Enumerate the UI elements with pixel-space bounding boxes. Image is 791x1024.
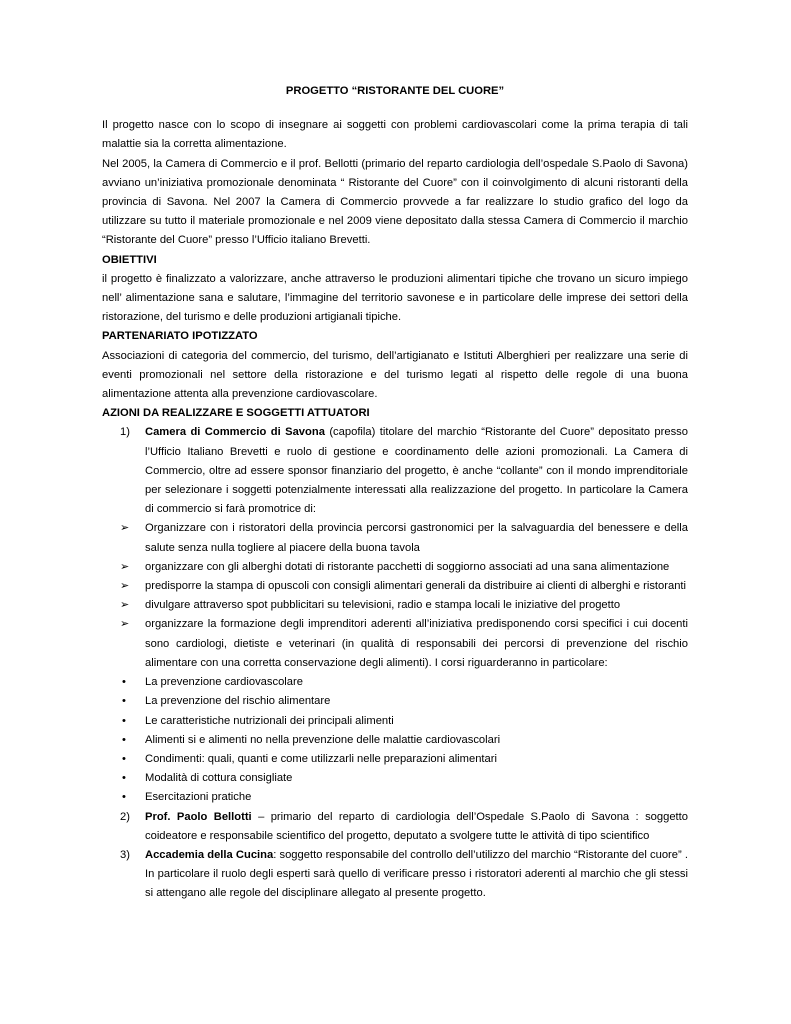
arrow-bullet-icon: ➢	[120, 560, 130, 573]
dot-item-text: La prevenzione cardiovascolare	[145, 676, 303, 689]
dot-bullet-icon: •	[122, 695, 126, 708]
item-number: 3)	[120, 848, 130, 861]
item-number: 1)	[120, 426, 130, 439]
arrow-bullet-icon: ➢	[120, 522, 130, 535]
arrow-item	[102, 596, 688, 615]
dot-bullet-icon: •	[122, 714, 126, 727]
item-text: (capofila) titolare del marchio “Ristorante del Cuore” depositato presso l’Ufficio Italiano Brevetti e ruolo di gestione e coordinamento delle azioni promozionali. La Camera di Commercio, oltre ad essere sponsor finanziario del progetto, è anche “collante” con il mondo imprenditoriale per selezionare i soggetti potenzialmente interessati alla realizzazione del progetto. In particolare la Camera di commercio si farà promotrice di:	[145, 426, 688, 516]
dot-item-text: La prevenzione del rischio alimentare	[145, 695, 331, 708]
dot-item	[102, 673, 688, 692]
dot-item	[102, 750, 688, 769]
item-subject: Accademia della Cucina	[145, 848, 274, 861]
arrow-item	[102, 615, 688, 673]
section-heading-obiettivi: OBIETTIVI	[102, 253, 157, 266]
numbered-item-3	[102, 846, 688, 904]
dot-bullet-icon: •	[122, 676, 126, 689]
arrow-item-text: organizzare con gli alberghi dotati di ristorante pacchetti di soggiorno associati ad una sana alimentazione	[145, 560, 670, 573]
section-heading-azioni: AZIONI DA REALIZZARE E SOGGETTI ATTUATORI	[102, 407, 370, 420]
dot-bullet-icon: •	[122, 772, 126, 785]
arrow-item-text: predisporre la stampa di opuscoli con consigli alimentari generali da distribuire ai clienti di alberghi e ristoranti	[145, 580, 687, 593]
dot-bullet-icon: •	[122, 733, 126, 746]
document-body	[102, 82, 688, 904]
obiettivi-text: il progetto è finalizzato a valorizzare, anche attraverso le produzioni alimentari tipiche che trovano un sicuro impiego nell’ alimentazione sana e salutare, l’immagine del territorio savonese e in particolare delle imprese dei settori della ristorazione, del turismo e delle produzioni artigianali tipiche.	[102, 272, 688, 324]
arrow-item	[102, 519, 688, 557]
dot-item-text: Modalità di cottura consigliate	[145, 772, 293, 785]
dot-item	[102, 731, 688, 750]
dot-item	[102, 692, 688, 711]
dot-item-text: Condimenti: quali, quanti e come utilizzarli nelle preparazioni alimentari	[145, 752, 497, 765]
item-text: – primario del reparto di cardiologia dell’Ospedale S.Paolo di Savona : soggetto coideatore e responsabile scientifico del progetto, deputato a svolgere tutte le attività di tipo scientifico	[145, 810, 688, 842]
item-number: 2)	[120, 810, 130, 823]
arrow-bullet-icon: ➢	[120, 618, 130, 631]
dot-item-text: Le caratteristiche nutrizionali dei principali alimenti	[145, 714, 394, 727]
numbered-item-1	[102, 423, 688, 519]
document-title: PROGETTO “RISTORANTE DEL CUORE”	[285, 85, 505, 97]
section-heading-partenariato: PARTENARIATO IPOTIZZATO	[102, 330, 258, 343]
partenariato-text: Associazioni di categoria del commercio, del turismo, dell’artigianato e Istituti Alberghieri per realizzare una serie di eventi promozionali nel settore della ristorazione e del turismo legati al rispetto delle regole di una buona alimentazione attenta alla prevenzione cardiovascolare.	[102, 349, 688, 401]
arrow-item-text: divulgare attraverso spot pubblicitari su televisioni, radio e stampa locali le iniziative del progetto	[145, 599, 621, 612]
dot-bullet-icon: •	[122, 791, 126, 804]
arrow-item	[102, 558, 688, 577]
item-text: : soggetto responsabile del controllo dell’utilizzo del marchio “Ristorante del cuore” . In particolare il ruolo degli esperti sarà quello di verificare presso i ristoratori aderenti al marchio che gli stessi si attengano alle regole del disciplinare allegato al presente progetto.	[145, 848, 689, 900]
arrow-bullet-icon: ➢	[120, 580, 130, 593]
dot-item	[102, 769, 688, 788]
dot-item-text: Alimenti si e alimenti no nella prevenzione delle malattie cardiovascolari	[145, 733, 501, 746]
arrow-item-text: Organizzare con i ristoratori della provincia percorsi gastronomici per la salvaguardia del benessere e della salute senza nulla togliere al piacere della buona tavola	[145, 522, 688, 554]
arrow-item	[102, 577, 688, 596]
intro-paragraph-1: Il progetto nasce con lo scopo di insegnare ai soggetti con problemi cardiovascolari come la prima terapia di tali malattie sia la corretta alimentazione.	[102, 119, 688, 151]
arrow-item-text: organizzare la formazione degli imprenditori aderenti all’iniziativa predisponendo corsi specifici i cui docenti sono cardiologi, dietiste e veterinari (in qualità di responsabili dei percorsi di prevenzione del rischio alimentare con una corretta conservazione degli alimenti). I corsi riguarderanno in particolare:	[145, 618, 688, 669]
item-subject: Prof. Paolo Bellotti	[145, 810, 252, 823]
item-subject: Camera di Commercio di Savona	[145, 426, 325, 439]
dot-item	[102, 712, 688, 731]
arrow-bullet-icon: ➢	[120, 599, 130, 612]
intro-paragraph-2: Nel 2005, la Camera di Commercio e il prof. Bellotti (primario del reparto cardiologia dell’ospedale S.Paolo di Savona) avviano un’iniziativa promozionale denominata “ Ristorante del Cuore” con il coinvolgimento di alcuni ristoranti della provincia di Savona. Nel 2007 la Camera di Commercio provvede a far realizzare lo studio grafico del logo da utilizzare su tutto il materiale promozionale e nel 2009 viene depositato dalla stessa Camera di Commercio il marchio “Ristorante del Cuore” presso l’Ufficio italiano Brevetti.	[102, 157, 688, 247]
dot-item-text: Esercitazioni pratiche	[145, 791, 252, 804]
dot-bullet-icon: •	[122, 752, 126, 765]
numbered-item-2	[102, 808, 688, 846]
dot-item	[102, 788, 688, 807]
